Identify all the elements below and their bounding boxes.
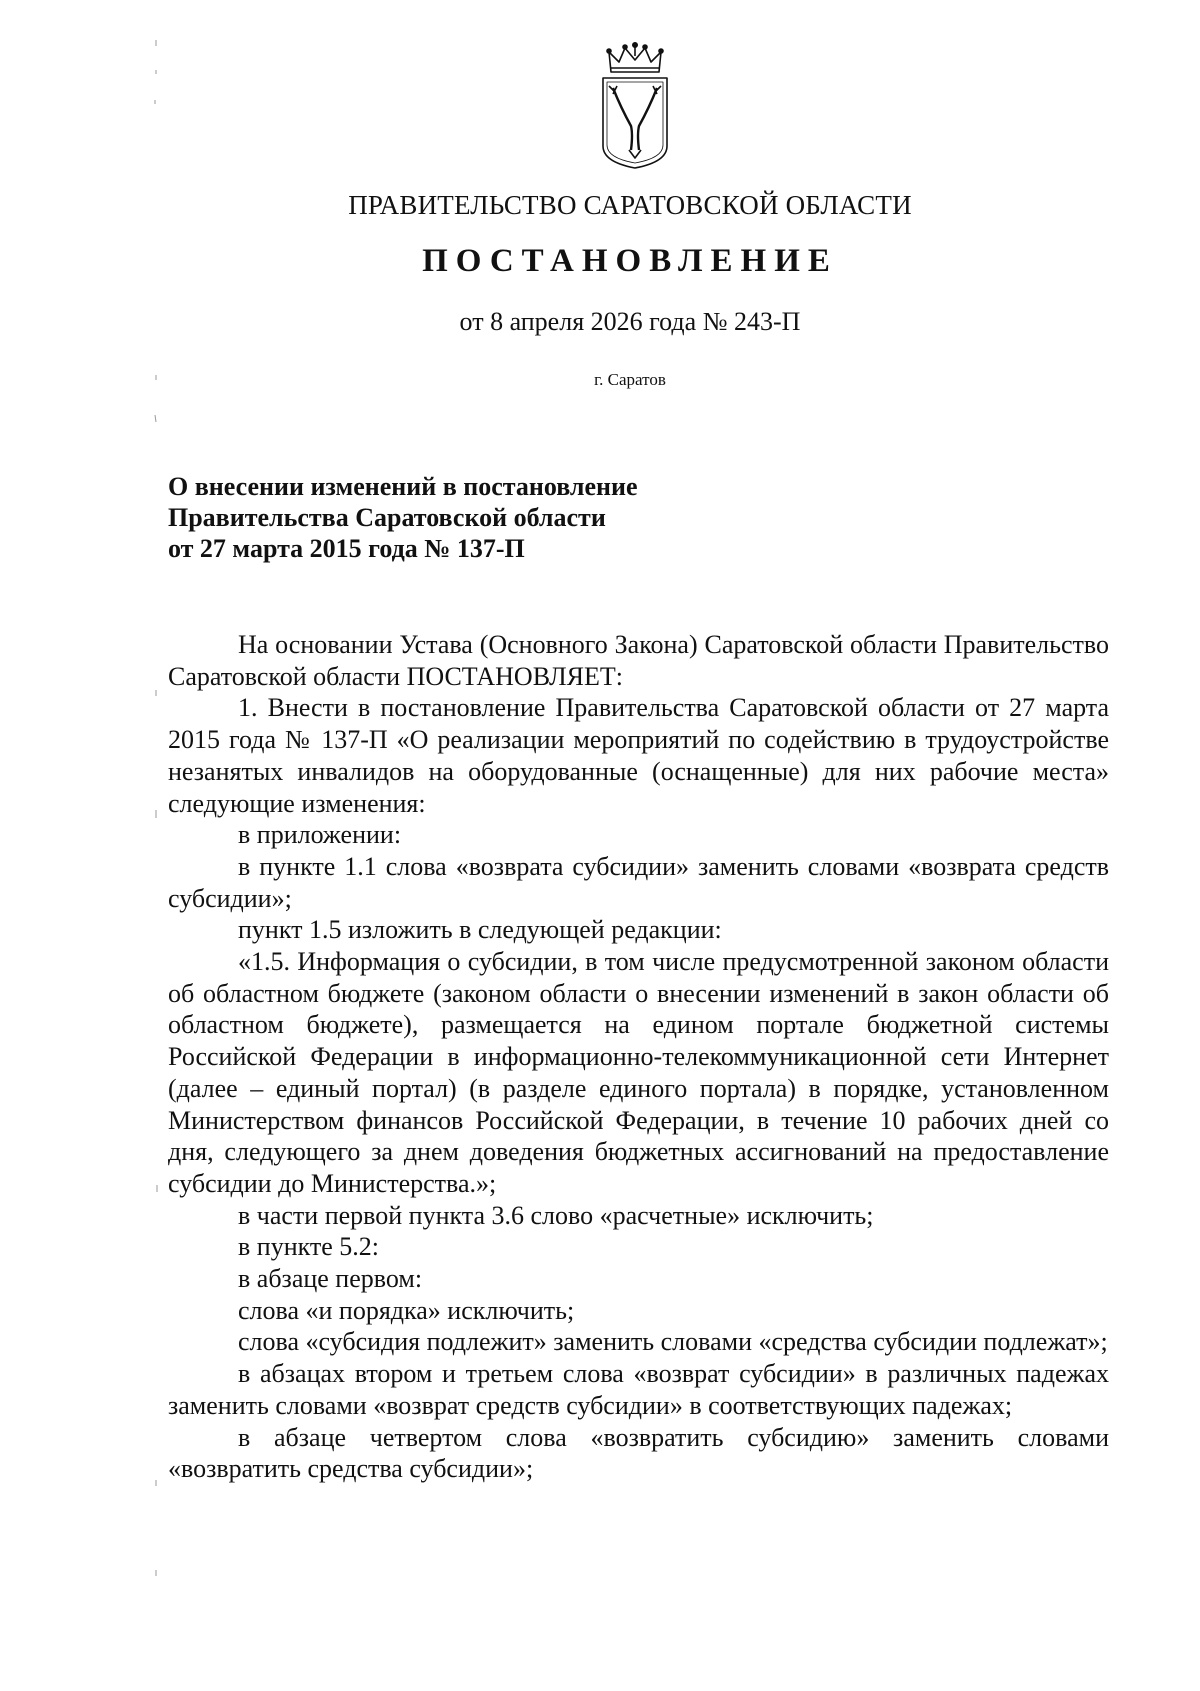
document-subject [168,471,868,564]
subject-line: от 27 марта 2015 года № 137-П [168,534,525,563]
body-paragraph: пункт 1.5 изложить в следующей редакции: [238,915,722,945]
body-paragraph: 1. Внести в постановление Правительства Саратовской области от 27 марта 2015 года № 137-П «О реализации мероприятий по содействию в трудоустройстве незанятых инвалидов на оборудованные (оснащенные) для них рабочие места» следующие изменения: [168,693,1109,818]
subject-line: О внесении изменений в постановление [168,472,638,501]
body-paragraph: в пункте 1.1 слова «возврата субсидии» заменить словами «возврата средств субсидии»; [168,851,1109,913]
body-paragraph: в абзаце первом: [238,1264,423,1294]
body-paragraph: в абзаце четвертом слова «возвратить субсидию» заменить словами «возвратить средства субсидии»; [168,1422,1109,1484]
document-body [168,629,1109,1485]
body-paragraph: слова «и порядка» исключить; [238,1295,575,1325]
body-paragraph: «1.5. Информация о субсидии, в том числе предусмотренной законом области об областном бюджете (законом области о внесении изменений в закон области об областном бюджете), размещается на едином портале бюджетной системы Российской Федерации в информационно-телекоммуникационной сети Интернет (далее – единый портал) (в разделе единого портала) в порядке, установленном Министерством финансов Российской Федерации, в течение 10 рабочих дней со дня, следующего за днем доведения бюджетных ассигнований на предоставление субсидии до Министерства.»; [168,947,1109,1198]
saratov-coat-of-arms-icon [595,42,675,170]
body-paragraph: слова «субсидия подлежит» заменить словами «средства субсидии подлежат»; [238,1327,1108,1357]
document-city: г. Саратов [594,370,666,389]
body-paragraph: в приложении: [238,820,402,850]
body-paragraph: в части первой пункта 3.6 слово «расчетные» исключить; [238,1200,874,1230]
body-paragraph: в пункте 5.2: [238,1232,380,1262]
document-date-number: от 8 апреля 2026 года № 243-П [459,307,801,336]
body-paragraph: в абзацах втором и третьем слова «возврат субсидии» в различных падежах заменить словами «возврат средств субсидии» в соответствующих падежах; [168,1359,1109,1420]
document-type-title: ПОСТАНОВЛЕНИЕ [422,243,838,279]
subject-line: Правительства Саратовской области [168,503,606,532]
government-name: ПРАВИТЕЛЬСТВО САРАТОВСКОЙ ОБЛАСТИ [348,190,912,220]
preamble-paragraph: На основании Устава (Основного Закона) Саратовской области Правительство Саратовской области ПОСТАНОВЛЯЕТ: [168,630,1109,691]
